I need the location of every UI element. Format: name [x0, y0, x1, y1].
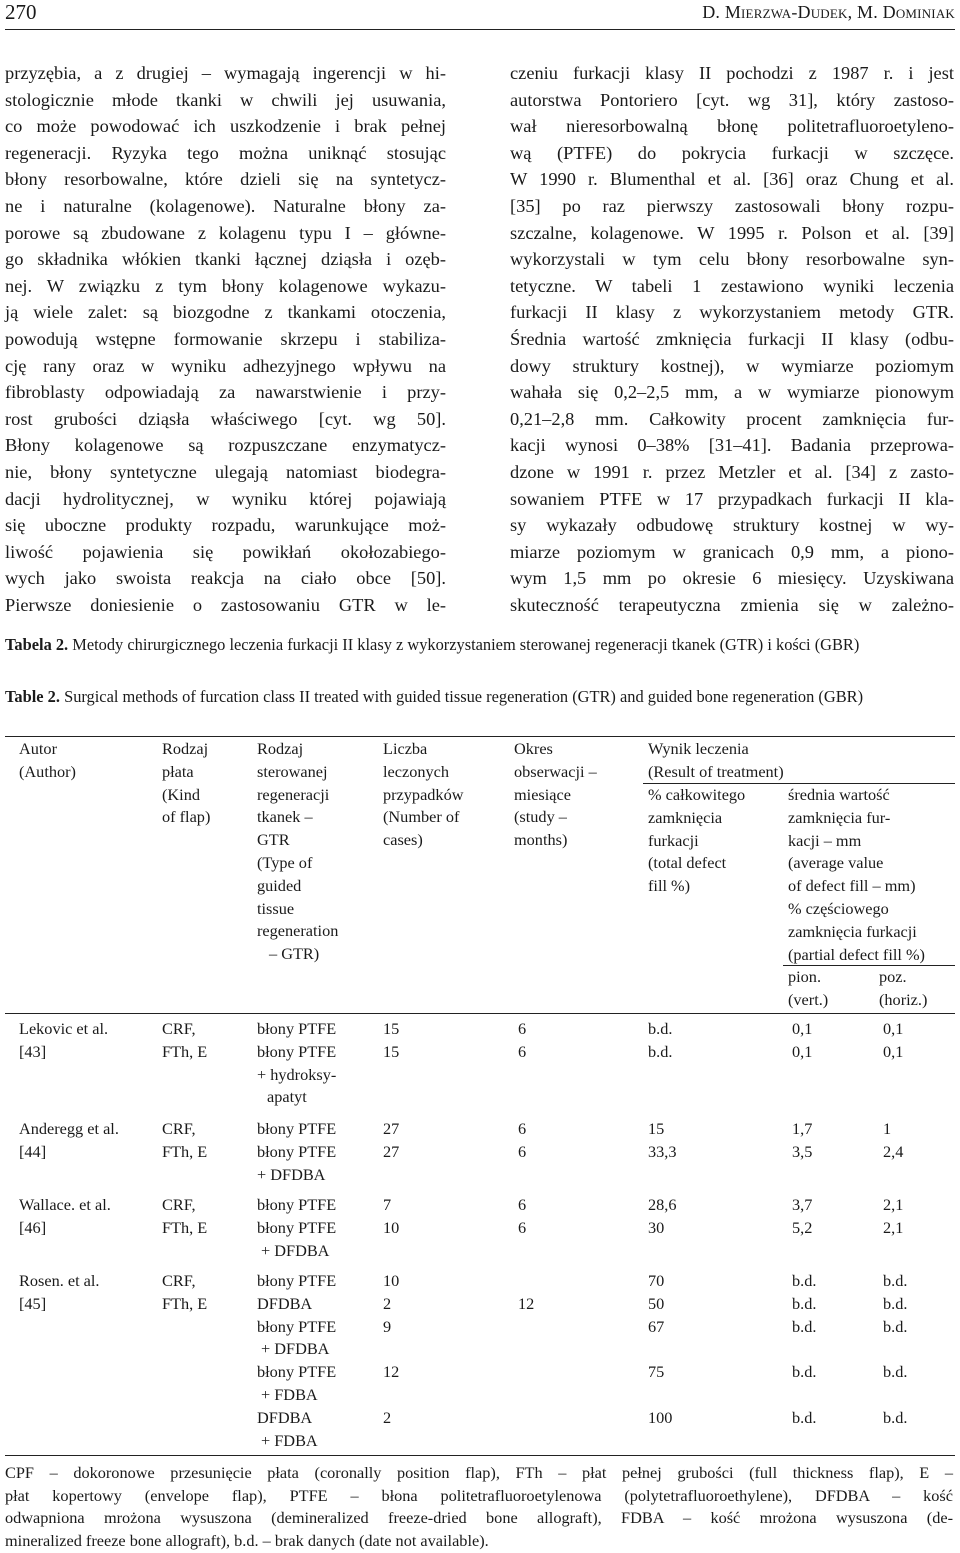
- caption-label-en: Table 2.: [5, 687, 60, 706]
- header-flap-line: Rodzaj: [162, 739, 209, 758]
- body-line: wahała się 0,2–2,5 mm, a w wymiarze pionowym: [510, 382, 954, 403]
- footnote-line: mineralized freeze bone allograft), b.d. – brak danych (date not available).: [5, 1530, 489, 1550]
- cell-flap: [162, 1018, 207, 1064]
- cell-cases: [383, 1018, 399, 1064]
- cell-flap-line: FTh, E: [162, 1217, 208, 1237]
- header-vertical: [788, 966, 828, 1012]
- header-horizontal: [879, 966, 927, 1012]
- cell-flap-line: CRF,: [162, 1271, 196, 1290]
- cell-gtr-line: błony PTFE: [257, 1217, 337, 1237]
- body-line: autorstwa Pontoriero [cyt. wg 31], który zastoso-: [510, 89, 954, 110]
- page-header: [5, 0, 955, 28]
- header-average-fill-line: kacji – mm: [788, 830, 862, 850]
- table-footnote: [5, 1462, 953, 1552]
- header-cases-line: (Number of: [383, 807, 460, 827]
- cell-gtr: [257, 1018, 336, 1109]
- header-cases-line: Liczba: [383, 739, 428, 758]
- header-cases: [383, 738, 463, 852]
- cell-horizontal-line: 2,1: [883, 1217, 904, 1237]
- body-line: co może powodować ich uszkodzenie i brak pełnej: [5, 116, 446, 137]
- header-average-fill-line: (average value: [788, 853, 884, 873]
- body-line: skuteczność terapeutyczna zmienia się w zależno-: [510, 594, 954, 615]
- cell-gtr-line: błony PTFE: [257, 1119, 337, 1138]
- header-average-fill-line: of defect fill – mm): [788, 876, 916, 896]
- header-gtr-line: regeneration: [257, 921, 339, 941]
- cell-total-fill-line: 100: [648, 1407, 673, 1427]
- cell-period-line: 6: [518, 1119, 527, 1138]
- cell-author-line: Anderegg et al.: [19, 1119, 119, 1138]
- cell-cases-line: 10: [383, 1271, 400, 1290]
- cell-author-line: [44]: [19, 1141, 47, 1161]
- body-line: ją wiele zalet: są biozgodne z tkankami otoczenia,: [5, 302, 446, 323]
- header-gtr-line: tissue: [257, 898, 295, 918]
- cell-gtr-line: + hydroksy-: [257, 1064, 337, 1084]
- cell-flap-line: CRF,: [162, 1019, 196, 1038]
- body-line: wych jako swoista reakcja na ciało obce [50].: [5, 568, 446, 589]
- body-line: się uboczne produkty rozpadu, warunkujące moż-: [5, 515, 446, 536]
- body-line: rost grubości dziąsła właściwego [cyt. wg 50].: [5, 408, 446, 429]
- cell-total-fill-line: [648, 1338, 672, 1361]
- body-line: kacji wynosi 0–38% [31–41]. Badania przeprowa-: [510, 435, 954, 456]
- cell-cases: [383, 1194, 399, 1240]
- header-vertical-line: pion.: [788, 967, 822, 986]
- header-gtr-line: tkanek –: [257, 807, 313, 827]
- cell-total-fill-line: 28,6: [648, 1195, 677, 1214]
- body-line: go składnika włókien tkanki łącznej dziąsła i ozęb-: [5, 249, 446, 270]
- cell-period-line: 6: [518, 1041, 527, 1061]
- body-line: cję rany oraz w wyniku adhezyjnego wpływu na: [5, 355, 446, 376]
- header-period-line: months): [514, 830, 568, 850]
- header-gtr-line: – GTR): [269, 944, 320, 964]
- body-line: ne i naturalne (kolagenowe). Naturalne błony za-: [5, 195, 446, 216]
- header-total-fill: [648, 784, 745, 898]
- header-horizontal-line: (horiz.): [879, 989, 928, 1009]
- body-line: wykorzystali w tym celu błony resorbowalne syn-: [510, 249, 954, 270]
- cell-total-fill-line: 70: [648, 1271, 665, 1290]
- header-result: Wynik leczenia: [648, 739, 749, 758]
- cell-total-fill-line: 50: [648, 1293, 665, 1313]
- body-line: dzone w 1991 r. przez Metzler et al. [34] z zasto-: [510, 461, 954, 482]
- body-line: 0,21–2,8 mm. Całkowity procent zamknięcia fur-: [510, 408, 954, 429]
- header-average-fill-line: zamknięcia fur-: [788, 807, 891, 827]
- cell-horizontal-line: [883, 1338, 907, 1361]
- cell-flap: [162, 1270, 207, 1316]
- body-column-right: [510, 60, 954, 618]
- cell-cases-line: [383, 1338, 399, 1361]
- caption-label-pl: Tabela 2.: [5, 635, 69, 654]
- header-total-fill-line: (total defect: [648, 853, 727, 873]
- header-vertical-line: (vert.): [788, 989, 829, 1009]
- cell-period-line: 12: [518, 1293, 535, 1313]
- cell-vertical-line: b.d.: [792, 1407, 817, 1427]
- cell-gtr: [257, 1118, 336, 1186]
- cell-total-fill-line: 33,3: [648, 1141, 677, 1161]
- cell-total-fill-line: b.d.: [648, 1019, 673, 1038]
- cell-gtr-line: + FDBA: [261, 1384, 318, 1404]
- cell-gtr-line: DFDBA: [257, 1407, 313, 1427]
- cell-period-line: [518, 1270, 534, 1293]
- cell-vertical-line: 5,2: [792, 1217, 813, 1237]
- header-cases-line: cases): [383, 830, 423, 850]
- header-gtr-line: GTR: [257, 830, 290, 850]
- cell-cases-line: 15: [383, 1041, 400, 1061]
- cell-horizontal: [883, 1194, 903, 1240]
- cell-author: [19, 1118, 119, 1164]
- header-gtr: [257, 738, 338, 966]
- cell-cases-line: 12: [383, 1362, 400, 1382]
- cell-flap-line: CRF,: [162, 1119, 196, 1138]
- header-gtr-line: regeneracji: [257, 784, 330, 804]
- header-total-fill-line: zamknięcia: [648, 807, 723, 827]
- cell-vertical-line: 0,1: [792, 1041, 813, 1061]
- body-line: dacji hydrolitycznej, w wyniku której pojawiają: [5, 488, 446, 509]
- body-line: przyzębia, a z drugiej – wymagają ingerencji w hi-: [5, 63, 446, 83]
- body-line: liwość pojawienia się powikłań okołozabiego-: [5, 541, 446, 562]
- body-line: stologicznie młode tkanki w chwili jej usuwania,: [5, 89, 446, 110]
- header-period-line: Okres: [514, 739, 553, 758]
- cell-gtr-line: + DFDBA: [261, 1339, 330, 1359]
- cell-gtr: [257, 1194, 336, 1262]
- cell-gtr-line: + DFDBA: [261, 1240, 330, 1260]
- cell-gtr-line: błony PTFE: [257, 1316, 337, 1336]
- cell-flap-line: FTh, E: [162, 1293, 208, 1313]
- cell-vertical: [792, 1118, 812, 1164]
- footnote-line: CPF – dokoronowe przesunięcie płata (coronally position flap), FTh – płat pełnej grubości (full thickness flap), E –: [5, 1463, 953, 1482]
- cell-gtr-line: błony PTFE: [257, 1141, 337, 1161]
- cell-vertical: [792, 1018, 812, 1064]
- cell-cases-line: 10: [383, 1217, 400, 1237]
- cell-period: [518, 1270, 534, 1316]
- cell-vertical-line: 3,5: [792, 1141, 813, 1161]
- cell-period: [518, 1194, 526, 1240]
- cell-vertical-line: 3,7: [792, 1195, 813, 1214]
- header-gtr-line: sterowanej: [257, 761, 328, 781]
- cell-gtr-line: DFDBA: [257, 1293, 313, 1313]
- cell-gtr-line: błony PTFE: [257, 1019, 337, 1038]
- header-flap-line: of flap): [162, 807, 211, 827]
- header-gtr-line: guided: [257, 875, 302, 895]
- body-line: fibroblasty odpowiadają za nawarstwienie i przy-: [5, 382, 446, 403]
- cell-horizontal-line: b.d.: [883, 1362, 908, 1382]
- body-line: W 1990 r. Blumenthal et al. [36] oraz Chung et al.: [510, 169, 954, 190]
- cell-horizontal-line: b.d.: [883, 1407, 908, 1427]
- cell-total-fill-line: 30: [648, 1217, 665, 1237]
- cell-period-line: 6: [518, 1195, 527, 1214]
- cell-horizontal-line: 0,1: [883, 1019, 904, 1038]
- cell-horizontal-line: 2,1: [883, 1195, 904, 1214]
- header-flap-line: (Kind: [162, 784, 200, 804]
- cell-cases-line: 7: [383, 1195, 392, 1214]
- cell-horizontal-line: b.d.: [883, 1316, 908, 1336]
- body-line: błony resorbowalne, które dzieli się na syntetycz-: [5, 169, 446, 190]
- header-total-fill-line: fill %): [648, 876, 691, 896]
- cell-flap: [162, 1118, 207, 1164]
- cell-vertical: [792, 1270, 816, 1430]
- cell-cases-line: 9: [383, 1316, 392, 1336]
- body-line: furkacji II klasy z wykorzystaniem metody GTR.: [510, 302, 954, 323]
- cell-cases: [383, 1270, 399, 1430]
- body-line: sowaniem PTFE w 17 przypadkach furkacji II kla-: [510, 488, 954, 509]
- body-line: Błony kolagenowe są rozpuszczane enzymatycz-: [5, 435, 446, 456]
- header-cases-line: przypadków: [383, 784, 464, 804]
- cell-horizontal-line: b.d.: [883, 1271, 908, 1290]
- header-rule: [5, 29, 955, 30]
- cell-cases: [383, 1118, 399, 1164]
- cell-gtr-line: błony PTFE: [257, 1271, 337, 1290]
- cell-cases-line: 2: [383, 1293, 392, 1313]
- cell-vertical-line: b.d.: [792, 1362, 817, 1382]
- cell-gtr-line: błony PTFE: [257, 1041, 337, 1061]
- results-table: [5, 736, 955, 1456]
- footnote-line: płat kopertowy (envelope flap), PTFE – błona politetrafluoroetylenowa (polytetrafluoroethylene), DFDBA – kość: [5, 1485, 953, 1505]
- body-line: powodują wstępne formowanie skrzepu i stabiliza-: [5, 328, 446, 349]
- caption-text-en: Surgical methods of furcation class II treated with guided tissue regeneration (GTR) and guided bone regeneration (GBR): [64, 687, 864, 706]
- header-flap: [162, 738, 210, 829]
- cell-period-line: 6: [518, 1217, 527, 1237]
- body-line: Średnia wartość zmknięcia furkacji II klasy (odbu-: [510, 328, 954, 349]
- header-gtr-line: Rodzaj: [257, 739, 304, 758]
- cell-period: [518, 1018, 526, 1064]
- cell-cases-line: 27: [383, 1119, 400, 1138]
- cell-vertical-line: b.d.: [792, 1271, 817, 1290]
- caption-text-pl: Metody chirurgicznego leczenia furkacji II klasy z wykorzystaniem sterowanej regeneracji tkanek (GTR) i kości (GBR): [72, 635, 860, 654]
- cell-author: [19, 1270, 99, 1316]
- header-period-line: obserwacji –: [514, 761, 597, 781]
- cell-author: [19, 1194, 111, 1240]
- header-gtr-line: (Type of: [257, 852, 313, 872]
- cell-horizontal: [883, 1270, 907, 1430]
- cell-total-fill: [648, 1270, 672, 1430]
- cell-flap-line: CRF,: [162, 1195, 196, 1214]
- header-result-en: (Result of treatment): [648, 762, 784, 781]
- cell-author-line: Rosen. et al.: [19, 1271, 100, 1290]
- header-author-line: Autor: [19, 739, 57, 758]
- header-horizontal-line: poz.: [879, 967, 907, 986]
- cell-total-fill: [648, 1118, 677, 1164]
- header-author: [19, 738, 76, 784]
- table-caption-pl: [5, 634, 953, 656]
- body-line: szczalne, kolagenowe. W 1995 r. Polson et al. [39]: [510, 222, 954, 243]
- body-line: regeneracji. Ryzyka tego można uniknąć stosując: [5, 142, 446, 163]
- cell-author-line: [43]: [19, 1041, 47, 1061]
- cell-cases-line: 27: [383, 1141, 400, 1161]
- body-line: nej. W związku z tym błony kolagenowe wykazu-: [5, 275, 446, 296]
- header-average-fill-line: zamknięcia furkacji: [788, 921, 917, 941]
- cell-vertical-line: b.d.: [792, 1316, 817, 1336]
- body-line: wał nieresorbowalną błonę politetrafluoroetyleno-: [510, 116, 954, 137]
- body-line: wym 1,5 mm po okresie 6 miesięcy. Uzyskiwana: [510, 568, 954, 589]
- cell-vertical-line: b.d.: [792, 1293, 817, 1313]
- cell-horizontal-line: b.d.: [883, 1293, 908, 1313]
- cell-total-fill-line: b.d.: [648, 1041, 673, 1061]
- cell-horizontal-line: 0,1: [883, 1041, 904, 1061]
- cell-vertical-line: 1,7: [792, 1119, 813, 1138]
- cell-flap-line: FTh, E: [162, 1141, 208, 1161]
- cell-gtr-line: błony PTFE: [257, 1362, 337, 1382]
- body-line: tetyczne. W tabeli 1 zestawiono wyniki leczenia: [510, 275, 954, 296]
- cell-cases-line: 2: [383, 1407, 392, 1427]
- cell-author: [19, 1018, 108, 1064]
- body-line: nie, błony syntetyczne ulegają natomiast biodegra-: [5, 461, 446, 482]
- cell-cases-line: [383, 1384, 399, 1407]
- header-period-line: (study –: [514, 807, 567, 827]
- body-line: wą (PTFE) do pokrycia furkacji w szczęce.: [510, 142, 954, 163]
- cell-flap: [162, 1194, 207, 1240]
- cell-total-fill: [648, 1194, 677, 1240]
- header-period: [514, 738, 597, 852]
- cell-total-fill-line: 15: [648, 1119, 665, 1138]
- cell-horizontal-line: 1: [883, 1119, 892, 1138]
- header-total-fill-line: % całkowitego: [648, 785, 746, 804]
- cell-gtr-line: + DFDBA: [257, 1164, 326, 1184]
- cell-total-fill-line: 67: [648, 1316, 665, 1336]
- cell-horizontal-line: 2,4: [883, 1141, 904, 1161]
- running-authors: D. Mierzwa-Dudek, M. Dominiak: [702, 2, 955, 22]
- header-author-line: (Author): [19, 761, 76, 781]
- cell-gtr: [257, 1270, 336, 1452]
- cell-vertical: [792, 1194, 812, 1240]
- header-period-line: miesiące: [514, 784, 571, 804]
- cell-gtr-line: apatyt: [267, 1087, 307, 1107]
- header-average-fill-line: średnia wartość: [788, 785, 890, 804]
- cell-total-fill-line: 75: [648, 1362, 665, 1382]
- header-average-fill-line: % częściowego: [788, 898, 889, 918]
- body-line: dowy struktury kostnej), w wymiarze poziomym: [510, 355, 954, 376]
- cell-flap-line: FTh, E: [162, 1041, 208, 1061]
- cell-cases-line: 15: [383, 1019, 400, 1038]
- table-header-rule: [5, 1013, 955, 1014]
- cell-horizontal: [883, 1018, 903, 1064]
- cell-period: [518, 1118, 526, 1164]
- page-number: 270: [5, 0, 37, 24]
- cell-gtr-line: błony PTFE: [257, 1195, 337, 1214]
- body-line: Pierwsze doniesienie o zastosowaniu GTR w le-: [5, 594, 446, 615]
- cell-vertical-line: [792, 1338, 816, 1361]
- cell-period-line: 6: [518, 1019, 527, 1038]
- table-caption-en: [5, 686, 953, 708]
- header-cases-line: leczonych: [383, 761, 449, 781]
- cell-horizontal: [883, 1118, 903, 1164]
- cell-vertical-line: 0,1: [792, 1019, 813, 1038]
- cell-total-fill: [648, 1018, 672, 1064]
- header-flap-line: płata: [162, 761, 194, 781]
- header-average-fill: [788, 784, 925, 966]
- body-line: porowe są zbudowane z kolagenu typu I – główne-: [5, 222, 446, 243]
- cell-gtr-line: + FDBA: [261, 1430, 318, 1450]
- header-total-fill-line: furkacji: [648, 830, 699, 850]
- body-line: miarze poziomym w granicach 0,9 mm, a piono-: [510, 541, 954, 562]
- header-average-fill-line: (partial defect fill %): [788, 944, 925, 964]
- cell-period-line: 6: [518, 1141, 527, 1161]
- cell-vertical-line: [792, 1384, 816, 1407]
- cell-horizontal-line: [883, 1384, 907, 1407]
- cell-total-fill-line: [648, 1384, 672, 1407]
- body-line: czeniu furkacji klasy II pochodzi z 1987 r. i jest: [510, 63, 954, 83]
- body-line: sy wykazały odbudowę struktury kostnej w wy-: [510, 515, 954, 536]
- body-column-left: [5, 60, 446, 618]
- cell-author-line: [46]: [19, 1217, 47, 1237]
- cell-author-line: Wallace. et al.: [19, 1195, 111, 1214]
- footnote-line: odwapniona mrożona wysuszona (demineralized freeze-dried bone allograft), FDBA – kość mrożona wysuszona (de-: [5, 1508, 953, 1528]
- cell-author-line: Lekovic et al.: [19, 1019, 109, 1038]
- body-line: [35] po raz pierwszy zastosowali błony rozpu-: [510, 195, 954, 216]
- cell-author-line: [45]: [19, 1293, 47, 1313]
